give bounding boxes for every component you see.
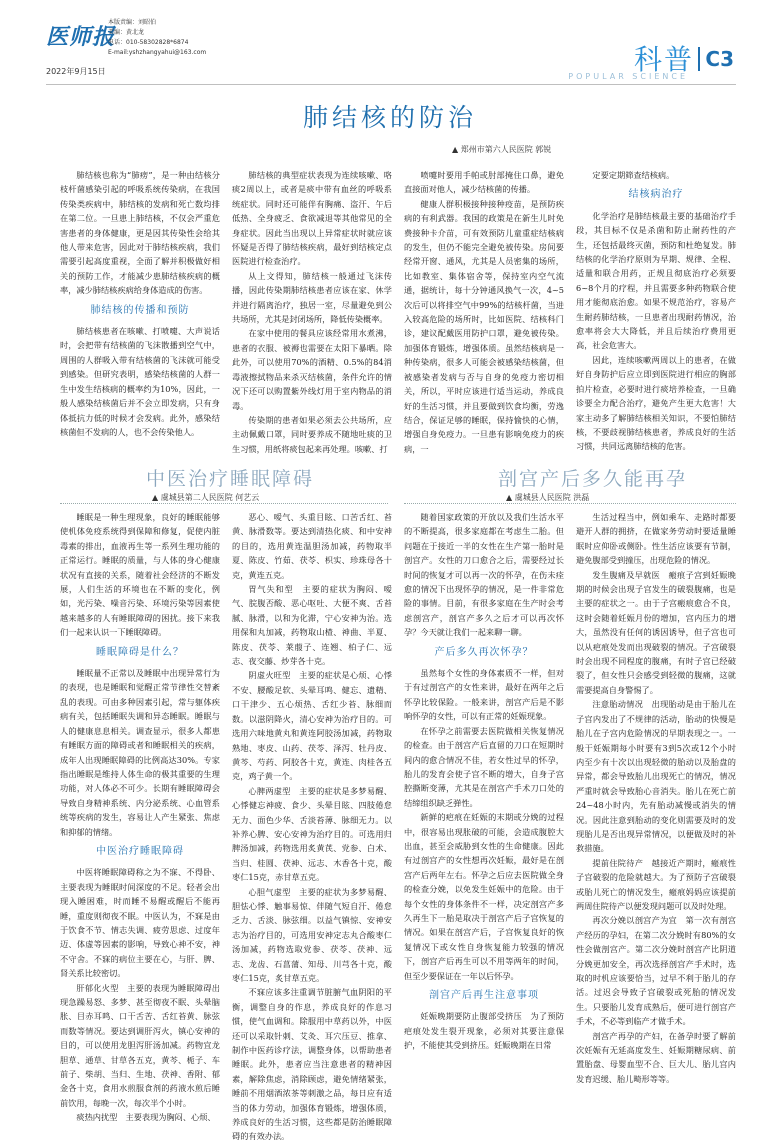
article1-column-1 <box>60 168 220 460</box>
paragraph: 提前住院待产 越接近产期时，瘢痕性子宫破裂的危险就越大。为了预防子宫破裂或胎儿死亡的情况发生，瘢痕妈妈应该提前两周住院待产以便发现问题可以及时处理。 <box>576 857 736 911</box>
section-name: 科普 <box>633 43 694 76</box>
article3-byline: ▲ 虞城县人民医院 洪磊 <box>506 493 590 502</box>
section-heading: 剖宫产后再生注意事项 <box>429 990 539 1001</box>
editor-info <box>108 18 206 58</box>
paragraph: 因此，连续咳嗽两周以上的患者，在做好自身防护后应立即到医院进行相应的胸部拍片检查，必要时进行痰培养检查，一旦确诊要全力配合治疗，避免产生更大危害！大家主动多了解肺结核相关知识，不要怕肺结核，不要歧视肺结核患者，养成良好的生活习惯，共同远离肺结核的危害。 <box>576 354 736 452</box>
article2-column-1 <box>60 510 220 1123</box>
paragraph: 随着国家政策的开放以及我们生活水平的不断提高，很多家庭都在考虑生二胎。但问题在于接近一半的女性在生产第一胎时是剖宫产。女性的刀口愈合之后，需要经过长时间的恢复才可以再一次的怀孕，在伤未痊愈的情况下出现怀孕的情况，是一件非常危险的事情。目前，有很多家庭在生产时会考虑剖宫产，剖宫产多久之后才可以再次怀孕？今天就让我们一起来聊一聊。 <box>404 512 564 638</box>
page-number-divider <box>698 47 700 71</box>
section-heading: 产后多久再次怀孕？ <box>434 646 534 658</box>
section-name-en: POPULAR SCIENCE <box>568 72 688 81</box>
article2-byline: ▲ 虞城县第二人民医院 何艺云 <box>152 493 260 502</box>
paragraph: 新鲜的疤痕在妊娠的末期或分娩的过程中，很容易出现胀破的可能，会造成腹腔大出血，甚至会威胁到女性的生命健康。因此有过剖宫产的女性想再次妊娠，最好是在剖宫产后两年左右。怀孕之后应去医院做全身的检查分娩，以免发生妊娠中的危险。由于每个女性的身体条件不一样，决定剖宫产多久再生下一胎是取决于剖宫产后子宫恢复的情况。如果在剖宫产后，子宫恢复良好的恢复情况下或女性自身恢复能力较强的情况下，剖宫产后再生可以不用等两年的时间，但至少要保证在一年以后怀孕。 <box>404 812 564 981</box>
paragraph: 痰热内扰型 主要表现为胸闷、心烦、 <box>76 1112 216 1123</box>
section-heading: 中医治疗睡眠障碍 <box>96 845 184 857</box>
paragraph: 睡眠量不正常以及睡眠中出现异常行为的表现，也是睡眠和觉醒正常节律性交替紊乱的表现。可由多种因素引起，常与躯体疾病有关，包括睡眠失调和异态睡眠。睡眠与人的健康息息相关。调查显示，很多人都患有睡眠方面的障碍或者和睡眠相关的疾病，成年人出现睡眠障碍的比例高达30%。专家指出睡眠是维持人体生命的极其重要的生理功能，对人体必不可少。长期有睡眠障碍会导致自身精神系统、内分泌系统、心血管系统等疾病的发生，容易让人产生紧张、焦虑和抑郁的情绪。 <box>60 668 220 837</box>
article3-column-2 <box>576 510 736 1110</box>
editor-line: E-mail:yshzhangyahui@163.com <box>108 49 207 56</box>
paragraph: 定要定期筛查结核病。 <box>592 170 675 180</box>
page-number: C3 <box>705 47 734 71</box>
article3-separator <box>404 503 736 504</box>
paragraph: 再次分娩以剖宫产为宜 第一次有剖宫产经历的孕妇，在第二次分娩时有80%的女性会做剖宫产。第二次分娩时剖宫产比阴道分娩更加安全，再次选择剖宫产手术时，选取的时机应该要恰当，过早不利于胎儿的存活。过迟会导致子宫破裂或死胎的情况发生。只要胎儿发育成熟后，便可进行剖宫产手术，不必等到临产才做手术。 <box>576 915 736 1027</box>
paragraph: 胃气失和型 主要的症状为胸闷、嗳气、脘腹否酸、恶心呕吐、大便不爽、舌苔腻、脉滑，以和为化滞，宁心安神为治。选用保和丸加减，药物取山楂、神曲、半夏、陈皮、茯苓、莱菔子、连翘、柏子仁、远志、夜交藤、炒芽各十克。 <box>232 584 392 667</box>
paragraph: 从上文得知，肺结核一般通过飞沫传播，因此传染期肺结核患者应该在家、休学并进行隔离治疗，独居一室，尽量避免到公共场所，尤其是封闭场所，降低传染概率。 <box>232 270 392 325</box>
section-heading: 结核病治疗 <box>628 189 684 201</box>
paragraph: 传染期的患者如果必须去公共场所，应主动佩戴口罩，同时要养成不随地吐痰的卫生习惯，用纸将痰包起来再处理。咳嗽、打 <box>232 414 392 454</box>
paragraph: 在怀孕之前需要去医院做相关恢复情况的检查。由于剖宫产后直留的刀口在短期时间内的愈合情况不佳，若女性过早的怀孕，胎儿的发育会使子宫不断的增大，自身子宫腔撕断变薄，尤其是在剖宫产手术刀口处的结缔组织缺乏弹性。 <box>404 725 564 808</box>
article1-column-3 <box>404 168 564 460</box>
article1-column-2 <box>232 168 392 460</box>
masthead-rule <box>46 84 736 85</box>
paragraph: 心脾两虚型 主要的症状是多梦易醒、心悸健忘神疲、食少、头晕目眩、四肢倦怠无力、面色少华、舌淡苔薄、脉细无力。以补养心脾、安心安神为治疗目的。可选用归脾汤加减，药物选用炙黄芪、党参、白术、当归、桂圆、茯神、远志、木香各十克，酸枣仁15克，赤甘草五克。 <box>232 785 392 883</box>
paragraph: 中医将睡眠障碍称之为不寐、不得卧、主要表现为睡眠时间深度的不足。轻者会出现入睡困难，时而睡不易醒或醒后不能再睡，重度则彻夜不眠。中医认为，不寐是由于饮食不节、情志失调、疲劳思虑、过度年迈、体虚等因素的影响，导致心神不安，神不守舍。不寐的病位主要在心，与肝、脾、肾关系比较密切。 <box>60 867 220 979</box>
editor-line: 美编：黄北龙 <box>108 29 145 36</box>
section-heading: 睡眠障碍是什么？ <box>96 646 184 658</box>
paragraph: 注意胎动情况 出现胎动是由于胎儿在子宫内发出了不规律的活动，胎动的快慢是胎儿在子宫内危险情况的早期表现之一。一般于妊娠期每小时要有3到5次或12个小时内至少有十次以出现轻微的胎动以及胎盘的异常，都会导致胎儿出现死亡的情况，情况严重时就会导致胎心音消失。胎儿在死亡前24~48小时内，先有胎动减慢或消失的情况。因此注意到胎动的变化则需要及时的发现胎儿是否出现异常情况，以便做及时的补救措施。 <box>576 699 736 854</box>
paragraph: 肺结核患者在咳嗽、打喷嚏、大声说话时，会把带有结核菌的飞沫散播到空气中，周围的人群吸入带有结核菌的飞沫就可能受到感染。但研究表明，感染结核菌的人群一生中发生结核病的概率约为10%，因此，一般人感染结核菌后并不会立即发病，只有身体抵抗力低的时候才会发病。此外，感染结核菌但不发病的人，也不会传染他人。 <box>60 326 220 437</box>
paragraph: 睡眠是一种生理现象，良好的睡眠能够使机体免疫系统得到保障和修复，促使内脏毒素的排出，血液再生等一系列生理功能的正常运行。睡眠的质量，与人体的身心健康状况有直接的关系，随着社会经济的不断发展，人们生活的环境也在不断的变化，例如，光污染、噪音污染、环境污染等因素使越来越多的人有睡眠障碍的困扰。接下来我们一起来认识一下睡眠障碍。 <box>60 512 220 638</box>
paragraph: 喷嚏时要用手帕或肘部掩住口鼻，避免直接面对他人，减少结核菌的传播。 <box>404 170 564 195</box>
paragraph: 化学治疗是肺结核最主要的基础治疗手段，其目标不仅是杀菌和防止耐药性的产生，还包括最终灭菌，预防和杜绝复发。肺结核的化学治疗原则为早期、规律、全程、适量和联合用药，正规且彻底治疗必须要6~8个月的疗程，并且需要多种药物联合使用才能彻底治愈。如果不规范治疗，容易产生耐药肺结核，一旦患者出现耐药情况，治愈率将会大大降低，并且后续治疗费用更高，社会危害大。 <box>576 210 736 351</box>
article1-title: 肺结核的防治 <box>302 103 477 132</box>
paragraph: 阴虚火旺型 主要的症状是心烦、心悸不安、腰酸足软、头晕耳鸣、健忘、遗精、口干津少、五心烦热、舌红少苔、脉细而数。以滋阴降火，清心安神为治疗目的。可选用六味地黄丸和黄连阿胶汤加减，药物取熟地、枣皮、山药、茯苓、泽泻、牡丹皮、黄芩、芍药、阿胶各十克，黄连、肉桂各五克，鸡子黄一个。 <box>232 670 392 782</box>
paragraph: 肺结核也称为“肺痨”，是一种由结核分枝杆菌感染引起的呼吸系统传染病，在我国传染类疾病中，肺结核的发病和死亡数均排在第二位。一旦患上肺结核，不仅会严重危害患者的身体健康，更是因其传染性会给其他人带来危害，因此对于肺结核疾病，我们需要引起高度重视，全面了解并积极做好相关的预防工作，才能减少患肺结核疾病的概率，减少肺结核疾病给身体造成的伤害。 <box>60 170 220 296</box>
paragraph: 虽然每个女性的身体素质不一样，但对于有过剖宫产的女性来讲，最好在两年之后怀孕比较保险。一般来讲，剖宫产后是不影响怀孕的女性，可以有正常的妊娠现象。 <box>404 668 564 722</box>
editor-line: 电话：010-58302828*6874 <box>108 39 189 46</box>
article3-title: 剖宫产后多久能再孕 <box>498 468 688 490</box>
masthead <box>0 0 780 88</box>
paragraph: 发生腹痛及早就医 瘢痕子宫到妊娠晚期的时候会出现子宫发生的破裂腹痛，也是主要的症状之一。由于子宫瘢痕愈合不良，这时会随着妊娠月份的增加，宫内压力的增大，虽然没有任何的诱因诱导，但子宫也可以从疤痕处发而出现破裂的情况。子宫破裂时会出现不同程度的腹痛，有时子宫已经破裂了，但女性只会感受到轻微的腹痛，这就需要提高自身警惕了。 <box>576 569 736 695</box>
paragraph: 不寐应该多注重调节脏腑气血阴阳的平衡，调整自身的作息，养成良好的作息习惯，使气血调和。除服用中草药以外，中医还可以采取针刺、艾灸、耳穴压豆、推拿、制作中医药诊疗法，调整身体，以帮助患者睡眠。此外，患者应当注意患者的精神因素，解除焦虑，消除顾虑，避免情绪紧张，睡前不用烟酒浓茶等刺激之品，每日应有适当的体力劳动，加强体育锻炼，增强体质，养成良好的生活习惯，这些都是防治睡眠障碍的有效办法。 <box>232 987 392 1142</box>
paragraph: 肝郁化火型 主要的表现为睡眠障碍出现急躁易怒、多梦、甚至彻夜不眠、头晕脑胀、目赤耳鸣、口干舌苦、舌红苔黄、脉弦而数等情况。要达到调肝泻火，镇心安神的目的，可以使用龙胆泻肝汤加减。药物宜龙胆草、通草、甘草各五克，黄芩、栀子、车前子、柴胡、当归、生地、茯神、香附、郁金各十克，食用水煎服食剂的药液水煎后睡前饮用，每晚一次，每次半个小时。 <box>60 982 220 1108</box>
paragraph: 在家中使用的餐具应该经常用水煮沸，患者的衣服、被褥也需要在太阳下暴晒。除此外，可以使用70%的酒精、0.5%的84消毒液擦拭物品来杀灭结核菌，条件允许的情况下还可以购置紫外线灯用于室内物品的消毒。 <box>232 328 392 411</box>
editor-line: 本版责编：刘昭伯 <box>108 19 157 26</box>
paragraph: 妊娠晚期要防止腹部受挤压 为了预防疤痕处发生裂开现象，必须对其要注意保护，不能使其受到挤压。妊娠晚期在日常 <box>404 1011 564 1051</box>
section-heading: 肺结核的传播和预防 <box>90 304 190 316</box>
article1-byline: ▲ 郑州市第六人民医院 郭锐 <box>452 145 552 154</box>
paragraph: 剖宫产再孕的产妇，在备孕时要了解前次妊娠有无延高度发生、妊娠期糖尿病、前置胎盘、母婴血型不合、巨大儿、胎儿宫内发育迟缓、胎儿畸形等等。 <box>576 1030 736 1084</box>
article1-column-4 <box>576 168 736 460</box>
article2-separator <box>60 503 388 504</box>
newspaper-logo: 医师报 <box>46 24 116 50</box>
paragraph: 肺结核的典型症状表现为连续咳嗽、咯痰2周以上，或者是痰中带有血丝的呼吸系统症状。同时还可能伴有胸痛、盗汗、午后低热、全身疲乏、食欲减退等其他常见的全身症状。因此当出现以上异常症状时就应该怀疑是否得了肺结核疾病，最好到结核定点医院进行检查治疗。 <box>232 170 392 267</box>
paragraph: 生活过程当中，例如乘车、走路时都要避开人群的拥挤，在做家务劳动时要适量睡眠时应仰卧或侧卧。性生活应该要有节制，避免腹部受到撞压，出现危险的情况。 <box>576 512 736 566</box>
paragraph: 恶心、嗳气、头重目眩、口苦舌红、苔黄、脉滑数等。要达到清热化痰、和中安神的目的，选用黄连温胆汤加减，药物取半夏、陈皮、竹茹、茯苓、枳实、珍珠母各十克，黄连五克。 <box>232 512 392 580</box>
paragraph: 健康人群积极接种接种疫苗，是预防疾病的有利武器。我国的政策是在新生儿时免费接种卡介苗，可有效预防儿童重症结核病的发生，但仍不能完全避免被传染。房间要经常开窗、通风，尤其是人员密集的场所，比如教室、集体宿舍等，保持室内空气流通，据统计，每十分钟通风换气一次，4~5次后可以将排空气中99%的结核杆菌，当进入较高危险的场所时，比如医院、结核科门诊，建议配戴医用防护口罩，避免被传染。加强体育锻炼，增强体质。虽然结核病是一种传染病，很多人可能会被感染结核菌，但被感染者发病与否与自身的免疫力密切相关，所以，平时应该进行适当运动，养成良好的生活习惯，并且要做到饮食均衡，劳逸结合，保证足够的睡眠，保持愉快的心情，增强自身免疫力。一旦患有影响免疫力的疾病，一 <box>404 198 564 454</box>
paragraph: 心胆气虚型 主要的症状为多梦易醒、胆怯心悸、触事易惊、伴随气短自汗、倦怠乏力、舌淡、脉弦细。以益气镇惊、安神安志为治疗目的，可选用安神定志丸合酸枣仁汤加减，药物选取党参、茯苓、茯神、远志、龙齿、石菖蒲、知母、川芎各十克，酸枣仁15克，炙甘草五克。 <box>232 886 392 983</box>
article2-title: 中医治疗睡眠障碍 <box>146 468 315 490</box>
issue-date: 2022年9月15日 <box>46 67 106 76</box>
article2-column-2 <box>232 510 392 1142</box>
article3-column-1 <box>404 510 564 1110</box>
